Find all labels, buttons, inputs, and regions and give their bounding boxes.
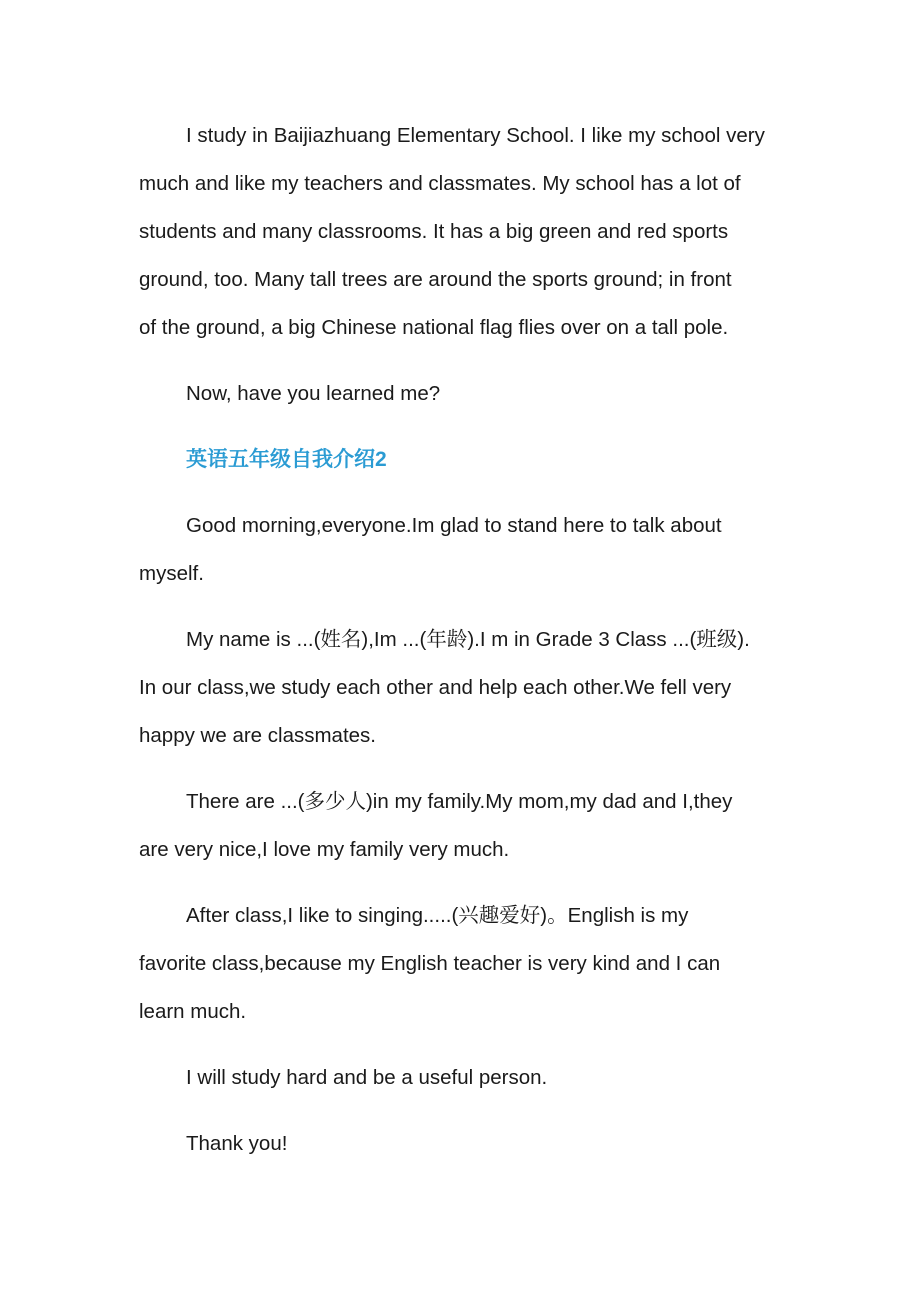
paragraph-goal bbox=[139, 1054, 784, 1102]
text-line: Now, have you learned me? bbox=[186, 382, 441, 405]
text-line: My name is ...(姓名),Im ...(年龄).I m in Grade 3 Class ...(班级). bbox=[186, 628, 750, 651]
paragraph-thanks bbox=[139, 1120, 784, 1168]
text-line: After class,I like to singing.....(兴趣爱好)。English is my bbox=[186, 904, 689, 927]
paragraph-greeting bbox=[139, 502, 784, 598]
paragraph-school bbox=[139, 112, 784, 352]
paragraph-hobby bbox=[139, 892, 784, 1036]
text-line: Good morning,everyone.Im glad to stand here to talk about bbox=[186, 514, 722, 537]
paragraph-question bbox=[139, 370, 784, 418]
text-line: students and many classrooms. It has a big green and red sports bbox=[139, 220, 729, 243]
text-line: There are ...(多少人)in my family.My mom,my dad and I,they bbox=[186, 790, 733, 813]
text-line: I will study hard and be a useful person. bbox=[186, 1066, 548, 1089]
section-heading: 英语五年级自我介绍2 bbox=[186, 448, 387, 471]
text-line: learn much. bbox=[139, 1000, 247, 1023]
text-line: Thank you! bbox=[186, 1132, 288, 1155]
text-line: happy we are classmates. bbox=[139, 724, 377, 747]
paragraph-family bbox=[139, 778, 784, 874]
text-line: are very nice,I love my family very much. bbox=[139, 838, 510, 861]
text-line: of the ground, a big Chinese national flag flies over on a tall pole. bbox=[139, 316, 729, 339]
text-line: myself. bbox=[139, 562, 204, 585]
text-line: much and like my teachers and classmates. My school has a lot of bbox=[139, 172, 741, 195]
paragraph-name bbox=[139, 616, 784, 760]
text-line: I study in Baijiazhuang Elementary School. I like my school very bbox=[186, 124, 765, 147]
text-line: In our class,we study each other and help each other.We fell very bbox=[139, 676, 732, 699]
text-line: favorite class,because my English teacher is very kind and I can bbox=[139, 952, 721, 975]
text-line: ground, too. Many tall trees are around the sports ground; in front bbox=[139, 268, 732, 291]
